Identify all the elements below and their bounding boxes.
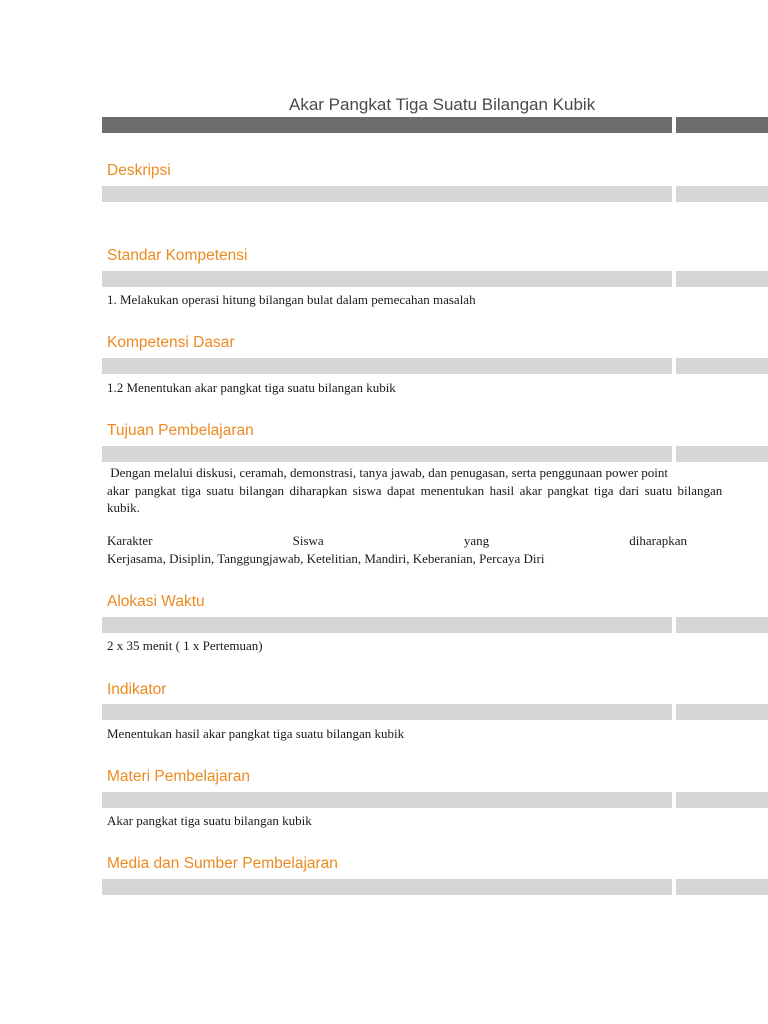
materi-pembelajaran-text: Akar pangkat tiga suatu bilangan kubik bbox=[107, 813, 312, 828]
media-sumber-heading: Media dan Sumber Pembelajaran bbox=[107, 855, 338, 872]
alokasi-waktu-text: 2 x 35 menit ( 1 x Pertemuan) bbox=[107, 638, 263, 653]
karakter-word: Karakter bbox=[107, 533, 153, 548]
indikator-heading: Indikator bbox=[107, 681, 167, 698]
tujuan-text-line-1: Dengan melalui diskusi, ceramah, demonstrasi, tanya jawab, dan penugasan, serta penggunaan power point bbox=[107, 465, 668, 480]
indikator-text: Menentukan hasil akar pangkat tiga suatu bilangan kubik bbox=[107, 726, 405, 741]
tujuan-pembelajaran-heading: Tujuan Pembelajaran bbox=[107, 422, 254, 439]
deskripsi-heading: Deskripsi bbox=[107, 162, 171, 179]
kompetensi-dasar-heading: Kompetensi Dasar bbox=[107, 334, 235, 351]
karakter-values-text: Kerjasama, Disiplin, Tanggungjawab, Ketelitian, Mandiri, Keberanian, Percaya Diri bbox=[107, 551, 545, 566]
standar-kompetensi-text: 1. Melakukan operasi hitung bilangan bulat dalam pemecahan masalah bbox=[107, 292, 476, 307]
diharapkan-word: diharapkan bbox=[629, 533, 687, 548]
standar-kompetensi-heading: Standar Kompetensi bbox=[107, 247, 248, 264]
materi-pembelajaran-heading: Materi Pembelajaran bbox=[107, 768, 251, 785]
alokasi-waktu-heading: Alokasi Waktu bbox=[107, 593, 205, 610]
tujuan-text-line-3: kubik. bbox=[107, 500, 140, 515]
siswa-word: Siswa bbox=[292, 533, 324, 548]
yang-word: yang bbox=[463, 533, 490, 548]
kompetensi-dasar-text: 1.2 Menentukan akar pangkat tiga suatu bilangan kubik bbox=[107, 380, 396, 395]
page-title: Akar Pangkat Tiga Suatu Bilangan Kubik bbox=[289, 95, 596, 114]
karakter-siswa-row bbox=[107, 533, 687, 551]
tujuan-text-line-2: akar pangkat tiga suatu bilangan diharapkan siswa dapat menentukan hasil akar pangkat tiga dari suatu bilangan bbox=[107, 483, 723, 498]
